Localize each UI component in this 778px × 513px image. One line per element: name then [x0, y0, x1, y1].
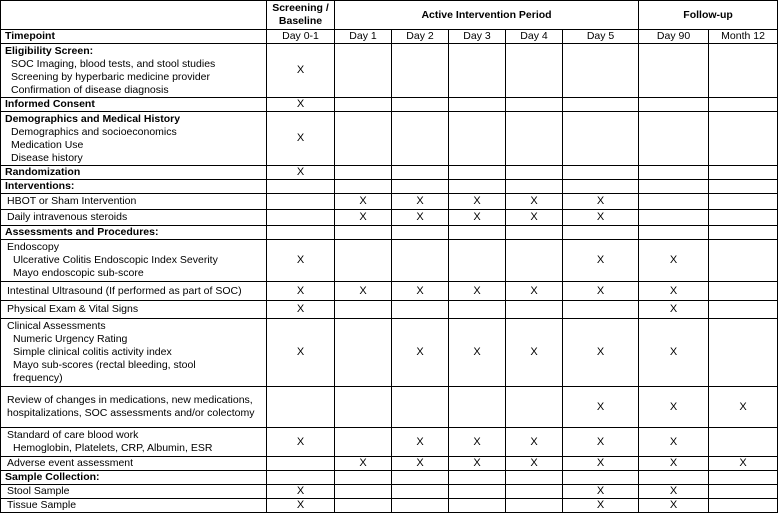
mark-cell	[709, 301, 778, 319]
empty-cell	[709, 471, 778, 485]
mark-cell: X	[563, 485, 639, 499]
mark-cell	[639, 166, 709, 180]
mark-cell: X	[563, 457, 639, 471]
mark-cell: X	[267, 44, 335, 98]
table-row	[1, 226, 778, 240]
mark-cell: X	[267, 240, 335, 282]
mark-cell	[335, 240, 392, 282]
mark-cell	[392, 98, 449, 112]
mark-cell: X	[335, 282, 392, 301]
mark-cell: X	[639, 301, 709, 319]
mark-cell: X	[392, 210, 449, 226]
mark-cell: X	[506, 194, 563, 210]
mark-cell: X	[449, 282, 506, 301]
endoscopy-line: Ulcerative Colitis Endoscopic Index Severity	[13, 254, 218, 266]
table-row	[1, 98, 778, 112]
mark-cell: X	[267, 485, 335, 499]
mark-cell	[639, 44, 709, 98]
mark-cell: X	[335, 457, 392, 471]
empty-cell	[563, 180, 639, 194]
mark-cell: X	[709, 387, 778, 428]
mark-cell: X	[563, 428, 639, 457]
table-row	[1, 301, 778, 319]
mark-cell	[709, 194, 778, 210]
table-row	[1, 457, 778, 471]
eligibility-line: Confirmation of disease diagnosis	[11, 83, 169, 96]
empty-cell	[639, 180, 709, 194]
empty-cell	[392, 180, 449, 194]
eligibility-line: SOC Imaging, blood tests, and stool studies	[11, 57, 216, 70]
mark-cell	[563, 112, 639, 166]
mark-cell: X	[267, 499, 335, 513]
mark-cell: X	[267, 112, 335, 166]
bloodwork-line: Hemoglobin, Platelets, CRP, Albumin, ESR	[13, 442, 213, 454]
endoscopy-label	[1, 240, 267, 282]
mark-cell: X	[639, 240, 709, 282]
physical-label: Physical Exam & Vital Signs	[1, 301, 267, 319]
mark-cell	[267, 194, 335, 210]
empty-cell	[335, 226, 392, 240]
mark-cell	[449, 499, 506, 513]
hbot-label: HBOT or Sham Intervention	[1, 194, 267, 210]
timepoint-col: Day 3	[449, 30, 506, 44]
mark-cell	[506, 44, 563, 98]
mark-cell	[335, 428, 392, 457]
clinical-label	[1, 319, 267, 387]
steroids-label: Daily intravenous steroids	[1, 210, 267, 226]
mark-cell	[709, 166, 778, 180]
mark-cell: X	[506, 210, 563, 226]
mark-cell	[392, 166, 449, 180]
mark-cell	[335, 301, 392, 319]
table-row	[1, 166, 778, 180]
mark-cell: X	[267, 282, 335, 301]
table-row	[1, 112, 778, 166]
mark-cell: X	[709, 457, 778, 471]
timepoint-col: Day 1	[335, 30, 392, 44]
eligibility-label	[1, 44, 267, 98]
mark-cell	[335, 166, 392, 180]
mark-cell	[506, 240, 563, 282]
stool-label: Stool Sample	[1, 485, 267, 499]
period-header-row	[1, 1, 778, 30]
screening-header: Screening / Baseline	[267, 1, 335, 30]
empty-cell	[449, 471, 506, 485]
timepoint-col: Day 0-1	[267, 30, 335, 44]
empty-cell	[267, 226, 335, 240]
consent-label: Informed Consent	[1, 98, 267, 112]
assessments-heading: Assessments and Procedures:	[1, 226, 267, 240]
empty-cell	[639, 471, 709, 485]
mark-cell: X	[563, 194, 639, 210]
empty-cell	[392, 471, 449, 485]
mark-cell: X	[639, 485, 709, 499]
mark-cell	[506, 112, 563, 166]
endoscopy-line: Mayo endoscopic sub-score	[13, 267, 144, 279]
mark-cell	[392, 387, 449, 428]
mark-cell	[563, 166, 639, 180]
mark-cell: X	[267, 301, 335, 319]
mark-cell	[563, 44, 639, 98]
empty-cell	[709, 226, 778, 240]
mark-cell: X	[449, 194, 506, 210]
empty-cell	[449, 180, 506, 194]
mark-cell	[267, 210, 335, 226]
mark-cell	[709, 112, 778, 166]
mark-cell	[506, 301, 563, 319]
empty-cell	[392, 226, 449, 240]
empty-cell	[563, 226, 639, 240]
mark-cell	[335, 387, 392, 428]
mark-cell	[563, 301, 639, 319]
mark-cell	[449, 485, 506, 499]
endoscopy-title: Endoscopy	[7, 241, 59, 253]
empty-cell	[506, 226, 563, 240]
empty-cell	[639, 226, 709, 240]
randomization-label: Randomization	[1, 166, 267, 180]
mark-cell	[709, 319, 778, 387]
interventions-heading: Interventions:	[1, 180, 267, 194]
mark-cell	[267, 387, 335, 428]
mark-cell: X	[449, 457, 506, 471]
mark-cell	[392, 301, 449, 319]
table-row	[1, 485, 778, 499]
timepoint-col: Day 90	[639, 30, 709, 44]
mark-cell	[392, 485, 449, 499]
empty-cell	[267, 180, 335, 194]
mark-cell: X	[335, 210, 392, 226]
adverse-label: Adverse event assessment	[1, 457, 267, 471]
sample-heading: Sample Collection:	[1, 471, 267, 485]
tissue-label: Tissue Sample	[1, 499, 267, 513]
mark-cell	[449, 98, 506, 112]
mark-cell: X	[639, 499, 709, 513]
mark-cell	[335, 112, 392, 166]
table-row	[1, 319, 778, 387]
mark-cell: X	[563, 282, 639, 301]
mark-cell	[449, 240, 506, 282]
mark-cell	[639, 210, 709, 226]
empty-cell	[506, 180, 563, 194]
demographics-line: Demographics and socioeconomics	[11, 125, 177, 138]
eligibility-title: Eligibility Screen:	[5, 44, 94, 57]
mark-cell	[392, 499, 449, 513]
eligibility-line: Screening by hyperbaric medicine provider	[11, 70, 211, 83]
mark-cell	[335, 44, 392, 98]
mark-cell	[709, 485, 778, 499]
mark-cell	[709, 210, 778, 226]
ultrasound-label: Intestinal Ultrasound (If performed as part of SOC)	[1, 282, 267, 301]
mark-cell: X	[506, 428, 563, 457]
mark-cell: X	[563, 210, 639, 226]
mark-cell: X	[335, 194, 392, 210]
mark-cell	[335, 499, 392, 513]
mark-cell	[506, 485, 563, 499]
table-row	[1, 471, 778, 485]
table-row	[1, 428, 778, 457]
mark-cell: X	[392, 457, 449, 471]
followup-header: Follow-up	[639, 1, 778, 30]
timepoint-label: Timepoint	[1, 30, 267, 44]
demographics-line: Medication Use	[11, 138, 84, 151]
mark-cell	[392, 240, 449, 282]
active-period-header: Active Intervention Period	[335, 1, 639, 30]
clinical-line: Numeric Urgency Rating	[13, 333, 128, 345]
table-row	[1, 499, 778, 513]
mark-cell: X	[449, 210, 506, 226]
mark-cell: X	[449, 319, 506, 387]
timepoint-col: Month 12	[709, 30, 778, 44]
mark-cell	[709, 282, 778, 301]
timepoint-col: Day 2	[392, 30, 449, 44]
mark-cell	[506, 98, 563, 112]
empty-cell	[506, 471, 563, 485]
mark-cell	[392, 44, 449, 98]
bloodwork-title: Standard of care blood work	[7, 429, 139, 441]
mark-cell	[449, 112, 506, 166]
mark-cell	[449, 166, 506, 180]
mark-cell	[506, 166, 563, 180]
empty-cell	[563, 471, 639, 485]
table-row	[1, 210, 778, 226]
review-label: Review of changes in medications, new medications, hospitalizations, SOC assessments and/or colectomy	[1, 387, 267, 428]
mark-cell: X	[267, 319, 335, 387]
mark-cell	[449, 387, 506, 428]
empty-cell	[709, 180, 778, 194]
mark-cell	[709, 428, 778, 457]
mark-cell: X	[563, 499, 639, 513]
mark-cell: X	[506, 282, 563, 301]
mark-cell	[709, 98, 778, 112]
clinical-line: Simple clinical colitis activity index	[13, 346, 172, 358]
table-row	[1, 180, 778, 194]
empty-cell	[335, 180, 392, 194]
mark-cell: X	[639, 428, 709, 457]
clinical-title: Clinical Assessments	[7, 320, 106, 332]
mark-cell	[506, 387, 563, 428]
mark-cell: X	[267, 98, 335, 112]
mark-cell	[335, 319, 392, 387]
mark-cell: X	[563, 319, 639, 387]
mark-cell: X	[506, 457, 563, 471]
mark-cell	[639, 112, 709, 166]
mark-cell	[335, 98, 392, 112]
mark-cell: X	[639, 457, 709, 471]
mark-cell	[709, 499, 778, 513]
mark-cell	[709, 44, 778, 98]
mark-cell	[639, 98, 709, 112]
mark-cell: X	[563, 387, 639, 428]
mark-cell	[335, 485, 392, 499]
bloodwork-label	[1, 428, 267, 457]
mark-cell: X	[267, 166, 335, 180]
timepoint-col: Day 5	[563, 30, 639, 44]
mark-cell: X	[392, 282, 449, 301]
table-row	[1, 387, 778, 428]
demographics-title: Demographics and Medical History	[5, 112, 181, 125]
mark-cell	[563, 98, 639, 112]
timepoint-col: Day 4	[506, 30, 563, 44]
table-row	[1, 44, 778, 98]
mark-cell	[639, 194, 709, 210]
mark-cell: X	[392, 194, 449, 210]
table-row	[1, 194, 778, 210]
mark-cell: X	[392, 319, 449, 387]
table-row	[1, 240, 778, 282]
demographics-label	[1, 112, 267, 166]
mark-cell	[449, 301, 506, 319]
mark-cell	[506, 499, 563, 513]
mark-cell: X	[267, 428, 335, 457]
mark-cell: X	[639, 282, 709, 301]
demographics-line: Disease history	[11, 151, 83, 164]
table-row	[1, 282, 778, 301]
timepoint-row	[1, 30, 778, 44]
empty-cell	[267, 471, 335, 485]
mark-cell: X	[563, 240, 639, 282]
mark-cell: X	[449, 428, 506, 457]
mark-cell	[449, 44, 506, 98]
empty-cell	[335, 471, 392, 485]
empty-cell	[449, 226, 506, 240]
clinical-line: Mayo sub-scores (rectal bleeding, stool frequency)	[13, 359, 196, 384]
mark-cell: X	[639, 387, 709, 428]
mark-cell	[709, 240, 778, 282]
mark-cell: X	[506, 319, 563, 387]
mark-cell	[392, 112, 449, 166]
mark-cell: X	[392, 428, 449, 457]
corner-blank-cell	[1, 1, 267, 30]
mark-cell	[267, 457, 335, 471]
mark-cell: X	[639, 319, 709, 387]
